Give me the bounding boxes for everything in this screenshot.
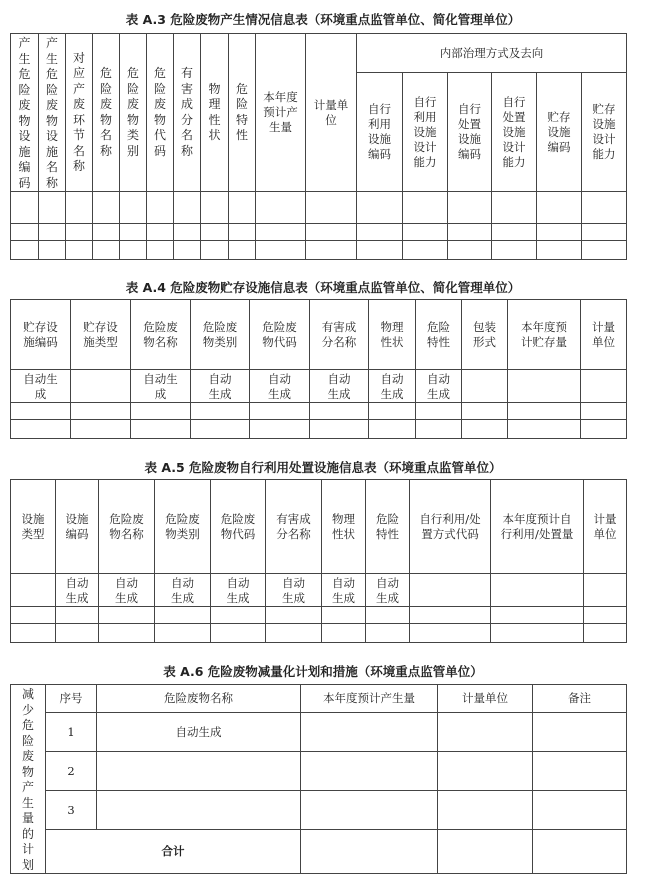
table-cell[interactable] <box>584 624 627 643</box>
table-cell[interactable] <box>71 403 131 420</box>
column-header <box>93 34 120 192</box>
table-cell[interactable] <box>438 713 533 752</box>
column-subheader: 自行 处置 设施 编码 <box>448 73 492 192</box>
table-cell[interactable] <box>266 607 322 624</box>
table-cell[interactable] <box>66 241 93 260</box>
table-cell[interactable] <box>201 192 229 224</box>
column-header: 计量单 位 <box>306 34 357 192</box>
table-cell[interactable] <box>582 224 627 241</box>
total-cell[interactable] <box>438 829 533 873</box>
table-cell[interactable] <box>357 192 403 224</box>
table-cell[interactable] <box>581 370 627 403</box>
table-cell[interactable]: 自动 生成 <box>310 370 369 403</box>
column-header: 设施 编码 <box>56 480 99 574</box>
table-cell[interactable] <box>229 192 256 224</box>
table-cell[interactable] <box>492 224 537 241</box>
table-cell[interactable] <box>410 624 491 643</box>
table-cell[interactable] <box>250 420 310 439</box>
table-cell[interactable] <box>99 624 155 643</box>
table-cell[interactable] <box>322 624 366 643</box>
table-cell[interactable] <box>508 403 581 420</box>
table-cell[interactable] <box>120 192 147 224</box>
table-row <box>11 403 627 420</box>
table-cell[interactable] <box>537 224 582 241</box>
column-subheader: 贮存 设施 编码 <box>537 73 582 192</box>
table-cell[interactable] <box>366 624 410 643</box>
column-header-text: 有害成分名称 <box>181 66 194 158</box>
table-cell[interactable] <box>491 624 584 643</box>
table-cell[interactable] <box>174 224 201 241</box>
column-header <box>201 34 229 192</box>
table-a3-title: 表 A.3 危险废物产生情况信息表（环境重点监管单位、简化管理单位） <box>125 12 521 27</box>
column-header-text: 对应产废环节名称 <box>73 50 86 173</box>
column-header <box>174 34 201 192</box>
column-header: 物理 性状 <box>369 300 416 370</box>
table-cell[interactable]: 自动 生成 <box>56 574 99 607</box>
table-cell[interactable] <box>71 420 131 439</box>
table-cell[interactable] <box>306 224 357 241</box>
table-cell[interactable] <box>97 752 301 791</box>
table-cell[interactable] <box>211 624 266 643</box>
table-cell[interactable] <box>11 574 56 607</box>
table-cell[interactable] <box>366 607 410 624</box>
table-cell[interactable] <box>533 752 627 791</box>
table-cell[interactable] <box>462 403 508 420</box>
column-subheader: 自行 处置 设施 设计 能力 <box>492 73 537 192</box>
table-cell[interactable] <box>301 713 438 752</box>
table-cell[interactable] <box>533 713 627 752</box>
table-cell[interactable] <box>11 403 71 420</box>
table-cell[interactable] <box>491 574 584 607</box>
column-header: 贮存设 施编码 <box>11 300 71 370</box>
table-a4-storage-facilities <box>10 299 627 439</box>
table-cell[interactable] <box>410 574 491 607</box>
column-header-text: 危险废物类别 <box>127 66 140 158</box>
table-cell[interactable] <box>462 370 508 403</box>
column-header <box>11 34 39 192</box>
table-row <box>11 224 627 241</box>
table-cell[interactable] <box>301 791 438 830</box>
table-cell[interactable] <box>322 607 366 624</box>
table-cell[interactable] <box>438 752 533 791</box>
table-cell[interactable] <box>448 224 492 241</box>
table-cell[interactable] <box>508 420 581 439</box>
table-a6-reduction-plan <box>10 684 627 874</box>
table-cell[interactable] <box>71 370 131 403</box>
table-cell[interactable] <box>438 791 533 830</box>
table-cell[interactable] <box>306 192 357 224</box>
column-header: 有害成 分名称 <box>266 480 322 574</box>
table-cell[interactable] <box>201 224 229 241</box>
table-cell[interactable] <box>39 241 66 260</box>
table-cell[interactable]: 自动 生成 <box>211 574 266 607</box>
table-cell[interactable] <box>11 420 71 439</box>
table-cell[interactable] <box>410 607 491 624</box>
table-cell[interactable] <box>97 791 301 830</box>
table-a4-title: 表 A.4 危险废物贮存设施信息表（环境重点监管单位、简化管理单位） <box>125 280 521 295</box>
column-header: 计量 单位 <box>581 300 627 370</box>
column-header: 危险废 物类别 <box>191 300 250 370</box>
table-cell[interactable] <box>201 241 229 260</box>
column-header <box>66 34 93 192</box>
table-cell[interactable] <box>369 403 416 420</box>
header-row <box>11 300 627 370</box>
row-number: 3 <box>46 791 97 830</box>
row-number: 1 <box>46 713 97 752</box>
column-header-text: 危险废物名称 <box>100 66 113 158</box>
column-header <box>39 34 66 192</box>
column-header <box>147 34 174 192</box>
table-cell[interactable] <box>310 403 369 420</box>
table-cell[interactable] <box>93 241 120 260</box>
table-cell[interactable] <box>256 224 306 241</box>
table-a5-self-disposal-facilities <box>10 479 627 643</box>
column-header: 贮存设 施类型 <box>71 300 131 370</box>
table-cell[interactable]: 自动 生成 <box>416 370 462 403</box>
table-cell[interactable] <box>306 241 357 260</box>
table-row <box>11 574 627 607</box>
table-cell[interactable] <box>492 241 537 260</box>
table-cell[interactable] <box>491 607 584 624</box>
total-row <box>11 829 627 873</box>
column-header: 备注 <box>533 685 627 713</box>
column-header: 序号 <box>46 685 97 713</box>
table-row <box>11 713 627 752</box>
table-cell[interactable] <box>310 420 369 439</box>
column-subheader: 自行 利用 设施 编码 <box>357 73 403 192</box>
table-cell[interactable] <box>174 192 201 224</box>
column-header: 设施 类型 <box>11 480 56 574</box>
column-header-text: 物理性状 <box>208 81 221 142</box>
table-cell[interactable]: 自动 生成 <box>250 370 310 403</box>
table-cell[interactable] <box>416 420 462 439</box>
table-cell[interactable] <box>537 192 582 224</box>
table-cell[interactable] <box>301 752 438 791</box>
table-row <box>11 370 627 403</box>
table-cell[interactable] <box>147 241 174 260</box>
side-label <box>11 685 46 874</box>
table-cell[interactable] <box>131 403 191 420</box>
column-header: 危险 特性 <box>416 300 462 370</box>
column-header <box>120 34 147 192</box>
column-header: 自行利用/处 置方式代码 <box>410 480 491 574</box>
table-row <box>11 624 627 643</box>
column-header: 有害成 分名称 <box>310 300 369 370</box>
table-cell[interactable] <box>582 241 627 260</box>
table-cell[interactable]: 自动 生成 <box>369 370 416 403</box>
table-cell[interactable] <box>584 607 627 624</box>
table-cell[interactable] <box>492 192 537 224</box>
table-cell[interactable] <box>11 224 39 241</box>
column-header-text: 危险特性 <box>236 81 249 142</box>
table-cell[interactable] <box>93 192 120 224</box>
table-cell[interactable] <box>584 574 627 607</box>
table-cell[interactable] <box>66 192 93 224</box>
table-cell[interactable]: 自动生 成 <box>131 370 191 403</box>
table-cell[interactable] <box>448 241 492 260</box>
table-cell[interactable] <box>56 624 99 643</box>
table-cell[interactable] <box>120 241 147 260</box>
table-cell[interactable] <box>357 224 403 241</box>
table-cell[interactable] <box>250 403 310 420</box>
table-cell[interactable] <box>416 403 462 420</box>
table-cell[interactable] <box>191 420 250 439</box>
table-cell[interactable]: 自动 生成 <box>322 574 366 607</box>
table-cell[interactable]: 自动 生成 <box>99 574 155 607</box>
table-cell[interactable] <box>11 241 39 260</box>
table-row <box>11 241 627 260</box>
table-a5-title: 表 A.5 危险废物自行利用处置设施信息表（环境重点监管单位） <box>144 460 502 475</box>
total-label: 合计 <box>46 829 301 873</box>
column-header: 包装 形式 <box>462 300 508 370</box>
table-cell[interactable]: 自动生 成 <box>11 370 71 403</box>
table-cell[interactable] <box>403 192 448 224</box>
table-cell[interactable] <box>174 241 201 260</box>
table-cell[interactable] <box>99 607 155 624</box>
table-cell[interactable] <box>369 420 416 439</box>
table-cell[interactable] <box>147 192 174 224</box>
table-row <box>11 192 627 224</box>
column-header: 本年度预计产生量 <box>301 685 438 713</box>
table-cell[interactable] <box>508 370 581 403</box>
table-cell[interactable] <box>403 241 448 260</box>
table-cell[interactable]: 自动生成 <box>97 713 301 752</box>
column-header: 计量 单位 <box>584 480 627 574</box>
table-cell[interactable] <box>403 224 448 241</box>
table-cell[interactable]: 自动 生成 <box>155 574 211 607</box>
table-cell[interactable] <box>39 224 66 241</box>
table-cell[interactable] <box>537 241 582 260</box>
table-row <box>11 752 627 791</box>
table-cell[interactable] <box>93 224 120 241</box>
table-cell[interactable] <box>581 403 627 420</box>
header-row <box>11 34 627 73</box>
table-cell[interactable]: 自动 生成 <box>266 574 322 607</box>
total-cell[interactable] <box>533 829 627 873</box>
column-subheader: 贮存 设施 设计 能力 <box>582 73 627 192</box>
group-header-internal-treatment: 内部治理方式及去向 <box>357 34 627 73</box>
column-header: 计量单位 <box>438 685 533 713</box>
table-cell[interactable] <box>155 607 211 624</box>
column-header: 危险废 物类别 <box>155 480 211 574</box>
table-cell[interactable] <box>155 624 211 643</box>
table-cell[interactable] <box>39 192 66 224</box>
table-cell[interactable] <box>229 241 256 260</box>
table-a3-hazardous-waste-generation <box>10 33 627 260</box>
column-header-text: 产生危险废物设施名称 <box>46 36 59 190</box>
column-header-text: 产生危险废物设施编码 <box>18 36 31 190</box>
column-header: 本年度 预计产 生量 <box>256 34 306 192</box>
column-subheader: 自行 利用 设施 设计 能力 <box>403 73 448 192</box>
column-header <box>229 34 256 192</box>
row-number: 2 <box>46 752 97 791</box>
table-cell[interactable] <box>357 241 403 260</box>
column-header: 危险废 物名称 <box>99 480 155 574</box>
column-header: 危险废 物名称 <box>131 300 191 370</box>
table-cell[interactable] <box>147 224 174 241</box>
table-cell[interactable] <box>533 791 627 830</box>
table-cell[interactable] <box>211 607 266 624</box>
table-a6-title: 表 A.6 危险废物减量化计划和措施（环境重点监管单位） <box>163 664 483 679</box>
column-header: 危险废 物代码 <box>211 480 266 574</box>
table-row <box>11 791 627 830</box>
table-cell[interactable] <box>581 420 627 439</box>
column-header: 本年度预计自 行利用/处置量 <box>491 480 584 574</box>
table-cell[interactable] <box>11 624 56 643</box>
table-cell[interactable] <box>462 420 508 439</box>
table-cell[interactable] <box>120 224 147 241</box>
column-header: 危险 特性 <box>366 480 410 574</box>
table-cell[interactable]: 自动 生成 <box>366 574 410 607</box>
header-row <box>11 480 627 574</box>
side-label-text: 减少危险废物产生量的计划 <box>22 687 35 872</box>
table-cell[interactable] <box>131 420 191 439</box>
header-row <box>11 685 627 713</box>
column-header: 危险废 物代码 <box>250 300 310 370</box>
column-header-text: 危险废物代码 <box>154 66 167 158</box>
table-cell[interactable] <box>11 607 56 624</box>
column-header: 物理 性状 <box>322 480 366 574</box>
table-cell[interactable] <box>229 224 256 241</box>
column-header: 危险废物名称 <box>97 685 301 713</box>
table-cell[interactable] <box>11 192 39 224</box>
column-header: 本年度预 计贮存量 <box>508 300 581 370</box>
total-cell[interactable] <box>301 829 438 873</box>
table-cell[interactable] <box>256 192 306 224</box>
table-cell[interactable] <box>582 192 627 224</box>
table-cell[interactable] <box>56 607 99 624</box>
table-cell[interactable] <box>266 624 322 643</box>
table-row <box>11 607 627 624</box>
table-cell[interactable] <box>66 224 93 241</box>
table-row <box>11 420 627 439</box>
table-cell[interactable] <box>448 192 492 224</box>
table-cell[interactable]: 自动 生成 <box>191 370 250 403</box>
table-cell[interactable] <box>256 241 306 260</box>
table-cell[interactable] <box>191 403 250 420</box>
